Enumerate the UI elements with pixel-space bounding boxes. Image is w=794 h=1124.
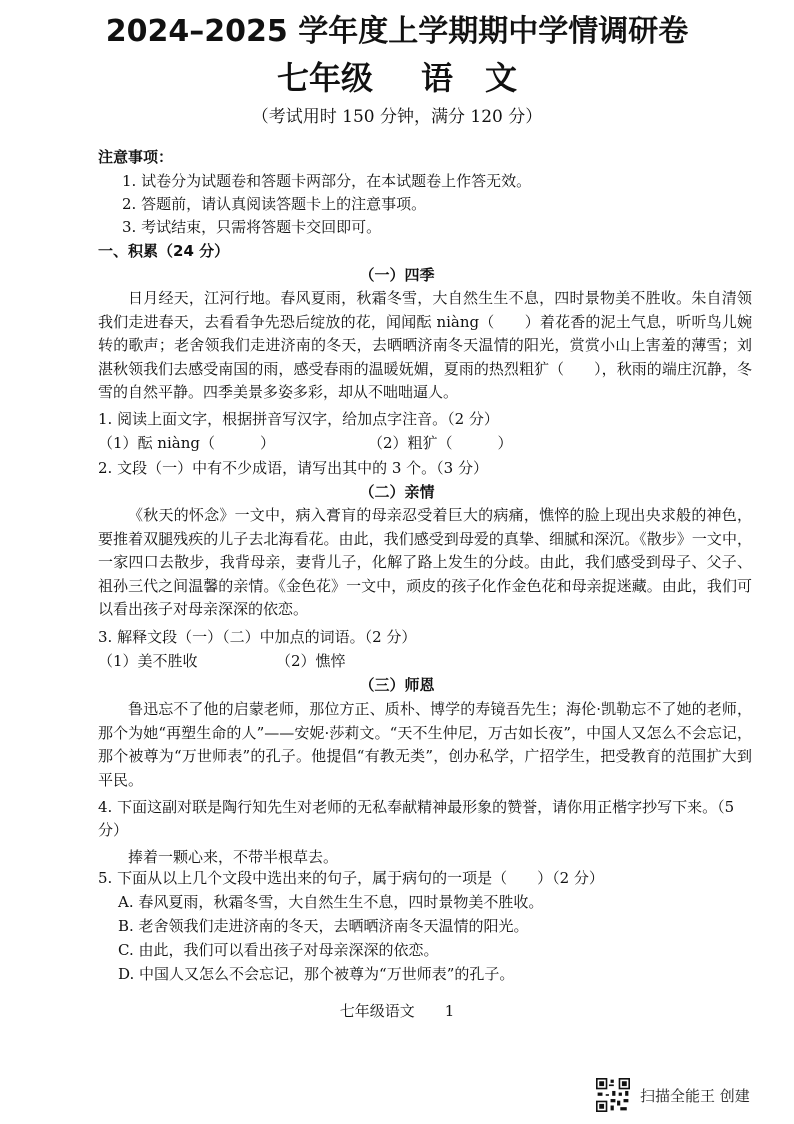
notice-item: 1. 试卷分为试题卷和答题卡两部分，在本试题卷上作答无效。 xyxy=(122,172,532,190)
question-5-option-b: B. 老舍领我们走进济南的冬天，去晒晒济南冬天温情的阳光。 xyxy=(118,917,529,935)
question-5-option-a: A. 春风夏雨，秋霜冬雪，大自然生生不息，四时景物美不胜收。 xyxy=(118,893,544,911)
question-1: 1. 阅读上面文字，根据拼音写汉字，给加点字注音。（2 分） xyxy=(98,410,499,428)
question-5: 5. 下面从以上几个文段中选出来的句子，属于病句的一项是（ ）（2 分） xyxy=(98,869,604,887)
question-5-option-d: D. 中国人又怎么不会忘记，那个被尊为“万世师表”的孔子。 xyxy=(118,965,515,983)
exam-title: 2024–2025 学年度上学期期中学情调研卷 xyxy=(105,14,689,49)
notice-heading: 注意事项： xyxy=(98,148,174,166)
page-footer xyxy=(0,1000,794,1022)
question-4: 4. 下面这副对联是陶行知先生对老师的无私奉献精神最形象的赞誉，请你用正楷字抄写下来。（5 分） xyxy=(98,798,735,839)
scanner-text: 扫描全能王 创建 xyxy=(640,1086,750,1105)
question-3-part-b: （2）憔悴 xyxy=(276,652,346,670)
passage-family: 《秋天的怀念》一文中，病入膏肓的母亲忍受着巨大的病痛，憔悴的脸上现出央求般的神色，要推着双腿残疾的儿子去北海看花。由此，我们感受到母爱的真挚、细腻和深沉。《散步》一文中，一家四口去散步，我背母亲，妻背儿子，化解了路上发生的分歧。由此，我们感受到母子、父子、祖孙三代之间温馨的亲情。《金色花》一文中，顽皮的孩子化作金色花和母亲捉迷藏。由此，我们可以看出孩子对母亲深深的依恋。 xyxy=(98,506,752,619)
notice-list xyxy=(122,170,531,239)
footer-label: 七年级语文 xyxy=(339,1002,415,1020)
exam-info: （考试用时 150 分钟，满分 120 分） xyxy=(251,107,543,127)
question-3: 3. 解释文段（一）（二）中加点的词语。（2 分） xyxy=(98,628,417,646)
section-heading: 一、积累（24 分） xyxy=(98,242,230,260)
passage-seasons: 日月经天，江河行地。春风夏雨，秋霜冬雪，大自然生生不息，四时景物美不胜收。朱自清领我们走进春天，去看看争先恐后绽放的花，闻闻酝 niàng（ ）着花香的泥土气息，听听鸟儿婉转的歌声；老舍领我们走进济南的冬天，去晒晒济南冬天温情的阳光，赏赏小山上害羞的薄雪；刘湛秋领我们去感受南国的雨，感受春雨的温暖妩媚，夏雨的热烈粗犷（ ），秋雨的端庄沉静，冬雪的自然平静。四季美景多姿多彩，却从不咄咄逼人。 xyxy=(98,289,752,402)
notice-item: 2. 答题前，请认真阅读答题卡上的注意事项。 xyxy=(122,195,427,213)
question-1-part-a: （1）酝 niàng（ ） xyxy=(98,434,275,452)
notice-item: 3. 考试结束，只需将答题卡交回即可。 xyxy=(122,218,382,236)
exam-subtitle xyxy=(0,56,794,100)
passage-teacher: 鲁迅忘不了他的启蒙老师，那位方正、质朴、博学的寿镜吾先生；海伦·凯勒忘不了她的老师，那个为她“再塑生命的人”——安妮·莎莉文。“天不生仲尼，万古如长夜”，中国人又怎么不会忘记，那个被尊为“万世师表”的孔子。他提倡“有教无类”，创办私学，广招学生，把受教育的范围扩大到平民。 xyxy=(98,700,752,789)
grade-label: 七年级 xyxy=(276,59,373,97)
question-2: 2. 文段（一）中有不少成语，请写出其中的 3 个。（3 分） xyxy=(98,459,488,477)
scanner-watermark xyxy=(596,1078,750,1112)
passage-heading-seasons: （一）四季 xyxy=(359,266,435,284)
couplet-text: 捧着一颗心来，不带半根草去。 xyxy=(128,848,339,866)
passage-heading-family: （二）亲情 xyxy=(359,483,435,501)
question-3-part-a: （1）美不胜收 xyxy=(98,652,198,670)
subject-label: 语 文 xyxy=(421,59,518,97)
passage-heading-teacher: （三）师恩 xyxy=(359,676,435,694)
qr-code-icon xyxy=(596,1078,630,1112)
question-5-option-c: C. 由此，我们可以看出孩子对母亲深深的依恋。 xyxy=(118,941,439,959)
page-number: 1 xyxy=(444,1002,455,1020)
question-1-part-b: （2）粗犷（ ） xyxy=(368,434,513,452)
